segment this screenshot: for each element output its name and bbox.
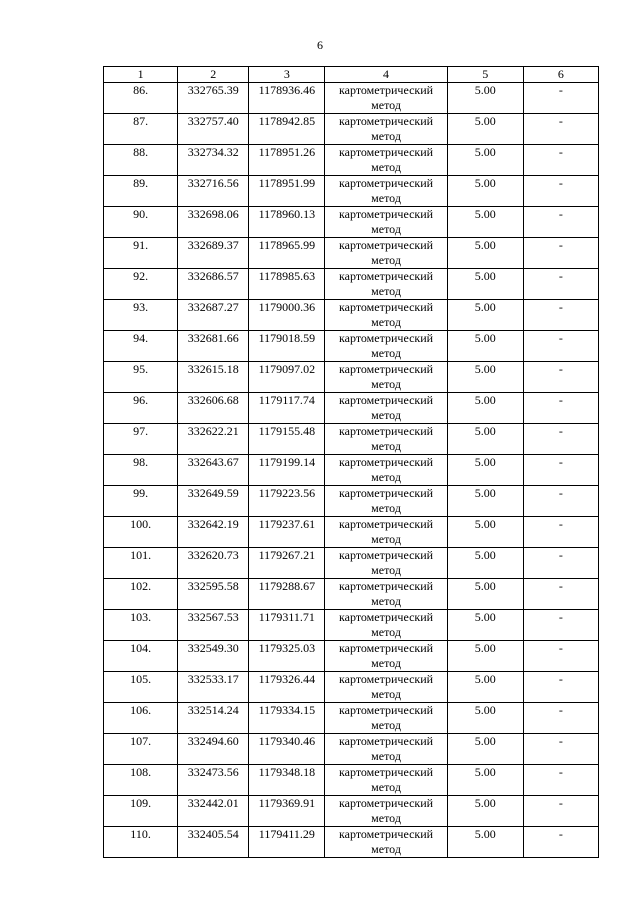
x-coordinate-cell: 332698.06 (178, 207, 249, 238)
method-cell: картометрический метод (325, 300, 447, 331)
point-number-cell: 94. (104, 331, 178, 362)
y-coordinate-cell: 1179155.48 (249, 424, 325, 455)
x-coordinate-cell: 332494.60 (178, 734, 249, 765)
table-header-row (104, 67, 599, 83)
y-coordinate-cell: 1179000.36 (249, 300, 325, 331)
note-cell: - (523, 207, 598, 238)
accuracy-cell: 5.00 (447, 176, 523, 207)
table-row (104, 83, 599, 114)
note-cell: - (523, 145, 598, 176)
point-number-cell: 93. (104, 300, 178, 331)
point-number-cell: 96. (104, 393, 178, 424)
x-coordinate-cell: 332649.59 (178, 486, 249, 517)
y-coordinate-cell: 1178951.26 (249, 145, 325, 176)
header-cell-4: 4 (325, 67, 447, 83)
y-coordinate-cell: 1179348.18 (249, 765, 325, 796)
note-cell: - (523, 703, 598, 734)
method-cell: картометрический метод (325, 827, 447, 858)
table-row (104, 517, 599, 548)
table-row (104, 300, 599, 331)
point-number-cell: 100. (104, 517, 178, 548)
accuracy-cell: 5.00 (447, 114, 523, 145)
table-row (104, 114, 599, 145)
method-cell: картометрический метод (325, 517, 447, 548)
accuracy-cell: 5.00 (447, 827, 523, 858)
table-row (104, 796, 599, 827)
x-coordinate-cell: 332533.17 (178, 672, 249, 703)
x-coordinate-cell: 332567.53 (178, 610, 249, 641)
point-number-cell: 89. (104, 176, 178, 207)
method-cell: картометрический метод (325, 455, 447, 486)
note-cell: - (523, 300, 598, 331)
y-coordinate-cell: 1179018.59 (249, 331, 325, 362)
accuracy-cell: 5.00 (447, 83, 523, 114)
y-coordinate-cell: 1178942.85 (249, 114, 325, 145)
point-number-cell: 107. (104, 734, 178, 765)
method-cell: картометрический метод (325, 176, 447, 207)
note-cell: - (523, 610, 598, 641)
table-row (104, 486, 599, 517)
accuracy-cell: 5.00 (447, 455, 523, 486)
y-coordinate-cell: 1179411.29 (249, 827, 325, 858)
method-cell: картометрический метод (325, 145, 447, 176)
x-coordinate-cell: 332757.40 (178, 114, 249, 145)
method-cell: картометрический метод (325, 672, 447, 703)
x-coordinate-cell: 332681.66 (178, 331, 249, 362)
accuracy-cell: 5.00 (447, 145, 523, 176)
note-cell: - (523, 517, 598, 548)
method-cell: картометрический метод (325, 238, 447, 269)
x-coordinate-cell: 332615.18 (178, 362, 249, 393)
table-row (104, 207, 599, 238)
accuracy-cell: 5.00 (447, 393, 523, 424)
table-row (104, 455, 599, 486)
table-row (104, 672, 599, 703)
accuracy-cell: 5.00 (447, 641, 523, 672)
method-cell: картометрический метод (325, 610, 447, 641)
y-coordinate-cell: 1179237.61 (249, 517, 325, 548)
x-coordinate-cell: 332405.54 (178, 827, 249, 858)
point-number-cell: 102. (104, 579, 178, 610)
method-cell: картометрический метод (325, 114, 447, 145)
x-coordinate-cell: 332686.57 (178, 269, 249, 300)
note-cell: - (523, 796, 598, 827)
y-coordinate-cell: 1179223.56 (249, 486, 325, 517)
table-body (104, 83, 599, 858)
table-row (104, 765, 599, 796)
x-coordinate-cell: 332642.19 (178, 517, 249, 548)
table-row (104, 238, 599, 269)
table-row (104, 269, 599, 300)
accuracy-cell: 5.00 (447, 610, 523, 641)
coordinates-table (103, 66, 599, 858)
accuracy-cell: 5.00 (447, 548, 523, 579)
table-row (104, 827, 599, 858)
point-number-cell: 105. (104, 672, 178, 703)
note-cell: - (523, 331, 598, 362)
y-coordinate-cell: 1179369.91 (249, 796, 325, 827)
point-number-cell: 99. (104, 486, 178, 517)
point-number-cell: 92. (104, 269, 178, 300)
accuracy-cell: 5.00 (447, 579, 523, 610)
accuracy-cell: 5.00 (447, 703, 523, 734)
note-cell: - (523, 269, 598, 300)
method-cell: картометрический метод (325, 362, 447, 393)
x-coordinate-cell: 332606.68 (178, 393, 249, 424)
x-coordinate-cell: 332595.58 (178, 579, 249, 610)
accuracy-cell: 5.00 (447, 517, 523, 548)
point-number-cell: 106. (104, 703, 178, 734)
note-cell: - (523, 548, 598, 579)
x-coordinate-cell: 332514.24 (178, 703, 249, 734)
point-number-cell: 98. (104, 455, 178, 486)
note-cell: - (523, 579, 598, 610)
y-coordinate-cell: 1179097.02 (249, 362, 325, 393)
method-cell: картометрический метод (325, 548, 447, 579)
method-cell: картометрический метод (325, 641, 447, 672)
table-row (104, 579, 599, 610)
accuracy-cell: 5.00 (447, 796, 523, 827)
x-coordinate-cell: 332442.01 (178, 796, 249, 827)
y-coordinate-cell: 1179326.44 (249, 672, 325, 703)
accuracy-cell: 5.00 (447, 362, 523, 393)
header-cell-6: 6 (523, 67, 598, 83)
x-coordinate-cell: 332620.73 (178, 548, 249, 579)
accuracy-cell: 5.00 (447, 765, 523, 796)
y-coordinate-cell: 1179199.14 (249, 455, 325, 486)
method-cell: картометрический метод (325, 734, 447, 765)
y-coordinate-cell: 1179334.15 (249, 703, 325, 734)
y-coordinate-cell: 1178936.46 (249, 83, 325, 114)
header-cell-2: 2 (178, 67, 249, 83)
table-row (104, 734, 599, 765)
point-number-cell: 86. (104, 83, 178, 114)
table-row (104, 703, 599, 734)
note-cell: - (523, 672, 598, 703)
note-cell: - (523, 424, 598, 455)
note-cell: - (523, 114, 598, 145)
y-coordinate-cell: 1179267.21 (249, 548, 325, 579)
accuracy-cell: 5.00 (447, 207, 523, 238)
table-row (104, 176, 599, 207)
accuracy-cell: 5.00 (447, 424, 523, 455)
y-coordinate-cell: 1178951.99 (249, 176, 325, 207)
method-cell: картометрический метод (325, 269, 447, 300)
accuracy-cell: 5.00 (447, 238, 523, 269)
note-cell: - (523, 362, 598, 393)
x-coordinate-cell: 332643.67 (178, 455, 249, 486)
header-cell-3: 3 (249, 67, 325, 83)
point-number-cell: 103. (104, 610, 178, 641)
table-row (104, 331, 599, 362)
x-coordinate-cell: 332689.37 (178, 238, 249, 269)
header-cell-1: 1 (104, 67, 178, 83)
method-cell: картометрический метод (325, 393, 447, 424)
table-row (104, 393, 599, 424)
y-coordinate-cell: 1178985.63 (249, 269, 325, 300)
method-cell: картометрический метод (325, 424, 447, 455)
y-coordinate-cell: 1179325.03 (249, 641, 325, 672)
table-row (104, 362, 599, 393)
point-number-cell: 90. (104, 207, 178, 238)
note-cell: - (523, 641, 598, 672)
point-number-cell: 91. (104, 238, 178, 269)
table-row (104, 424, 599, 455)
note-cell: - (523, 176, 598, 207)
point-number-cell: 87. (104, 114, 178, 145)
y-coordinate-cell: 1178960.13 (249, 207, 325, 238)
note-cell: - (523, 393, 598, 424)
note-cell: - (523, 238, 598, 269)
method-cell: картометрический метод (325, 579, 447, 610)
point-number-cell: 108. (104, 765, 178, 796)
note-cell: - (523, 83, 598, 114)
x-coordinate-cell: 332549.30 (178, 641, 249, 672)
method-cell: картометрический метод (325, 83, 447, 114)
method-cell: картометрический метод (325, 765, 447, 796)
table-row (104, 145, 599, 176)
page-number: 6 (317, 38, 323, 52)
method-cell: картометрический метод (325, 703, 447, 734)
note-cell: - (523, 827, 598, 858)
point-number-cell: 110. (104, 827, 178, 858)
accuracy-cell: 5.00 (447, 300, 523, 331)
x-coordinate-cell: 332734.32 (178, 145, 249, 176)
note-cell: - (523, 765, 598, 796)
point-number-cell: 88. (104, 145, 178, 176)
y-coordinate-cell: 1179117.74 (249, 393, 325, 424)
method-cell: картометрический метод (325, 207, 447, 238)
note-cell: - (523, 734, 598, 765)
x-coordinate-cell: 332473.56 (178, 765, 249, 796)
header-cell-5: 5 (447, 67, 523, 83)
method-cell: картометрический метод (325, 486, 447, 517)
accuracy-cell: 5.00 (447, 486, 523, 517)
y-coordinate-cell: 1179340.46 (249, 734, 325, 765)
point-number-cell: 104. (104, 641, 178, 672)
accuracy-cell: 5.00 (447, 331, 523, 362)
point-number-cell: 97. (104, 424, 178, 455)
point-number-cell: 101. (104, 548, 178, 579)
point-number-cell: 95. (104, 362, 178, 393)
x-coordinate-cell: 332765.39 (178, 83, 249, 114)
x-coordinate-cell: 332622.21 (178, 424, 249, 455)
accuracy-cell: 5.00 (447, 672, 523, 703)
x-coordinate-cell: 332716.56 (178, 176, 249, 207)
accuracy-cell: 5.00 (447, 734, 523, 765)
x-coordinate-cell: 332687.27 (178, 300, 249, 331)
accuracy-cell: 5.00 (447, 269, 523, 300)
note-cell: - (523, 455, 598, 486)
table-row (104, 641, 599, 672)
table-row (104, 610, 599, 641)
y-coordinate-cell: 1179288.67 (249, 579, 325, 610)
method-cell: картометрический метод (325, 796, 447, 827)
point-number-cell: 109. (104, 796, 178, 827)
y-coordinate-cell: 1178965.99 (249, 238, 325, 269)
method-cell: картометрический метод (325, 331, 447, 362)
note-cell: - (523, 486, 598, 517)
table-row (104, 548, 599, 579)
y-coordinate-cell: 1179311.71 (249, 610, 325, 641)
